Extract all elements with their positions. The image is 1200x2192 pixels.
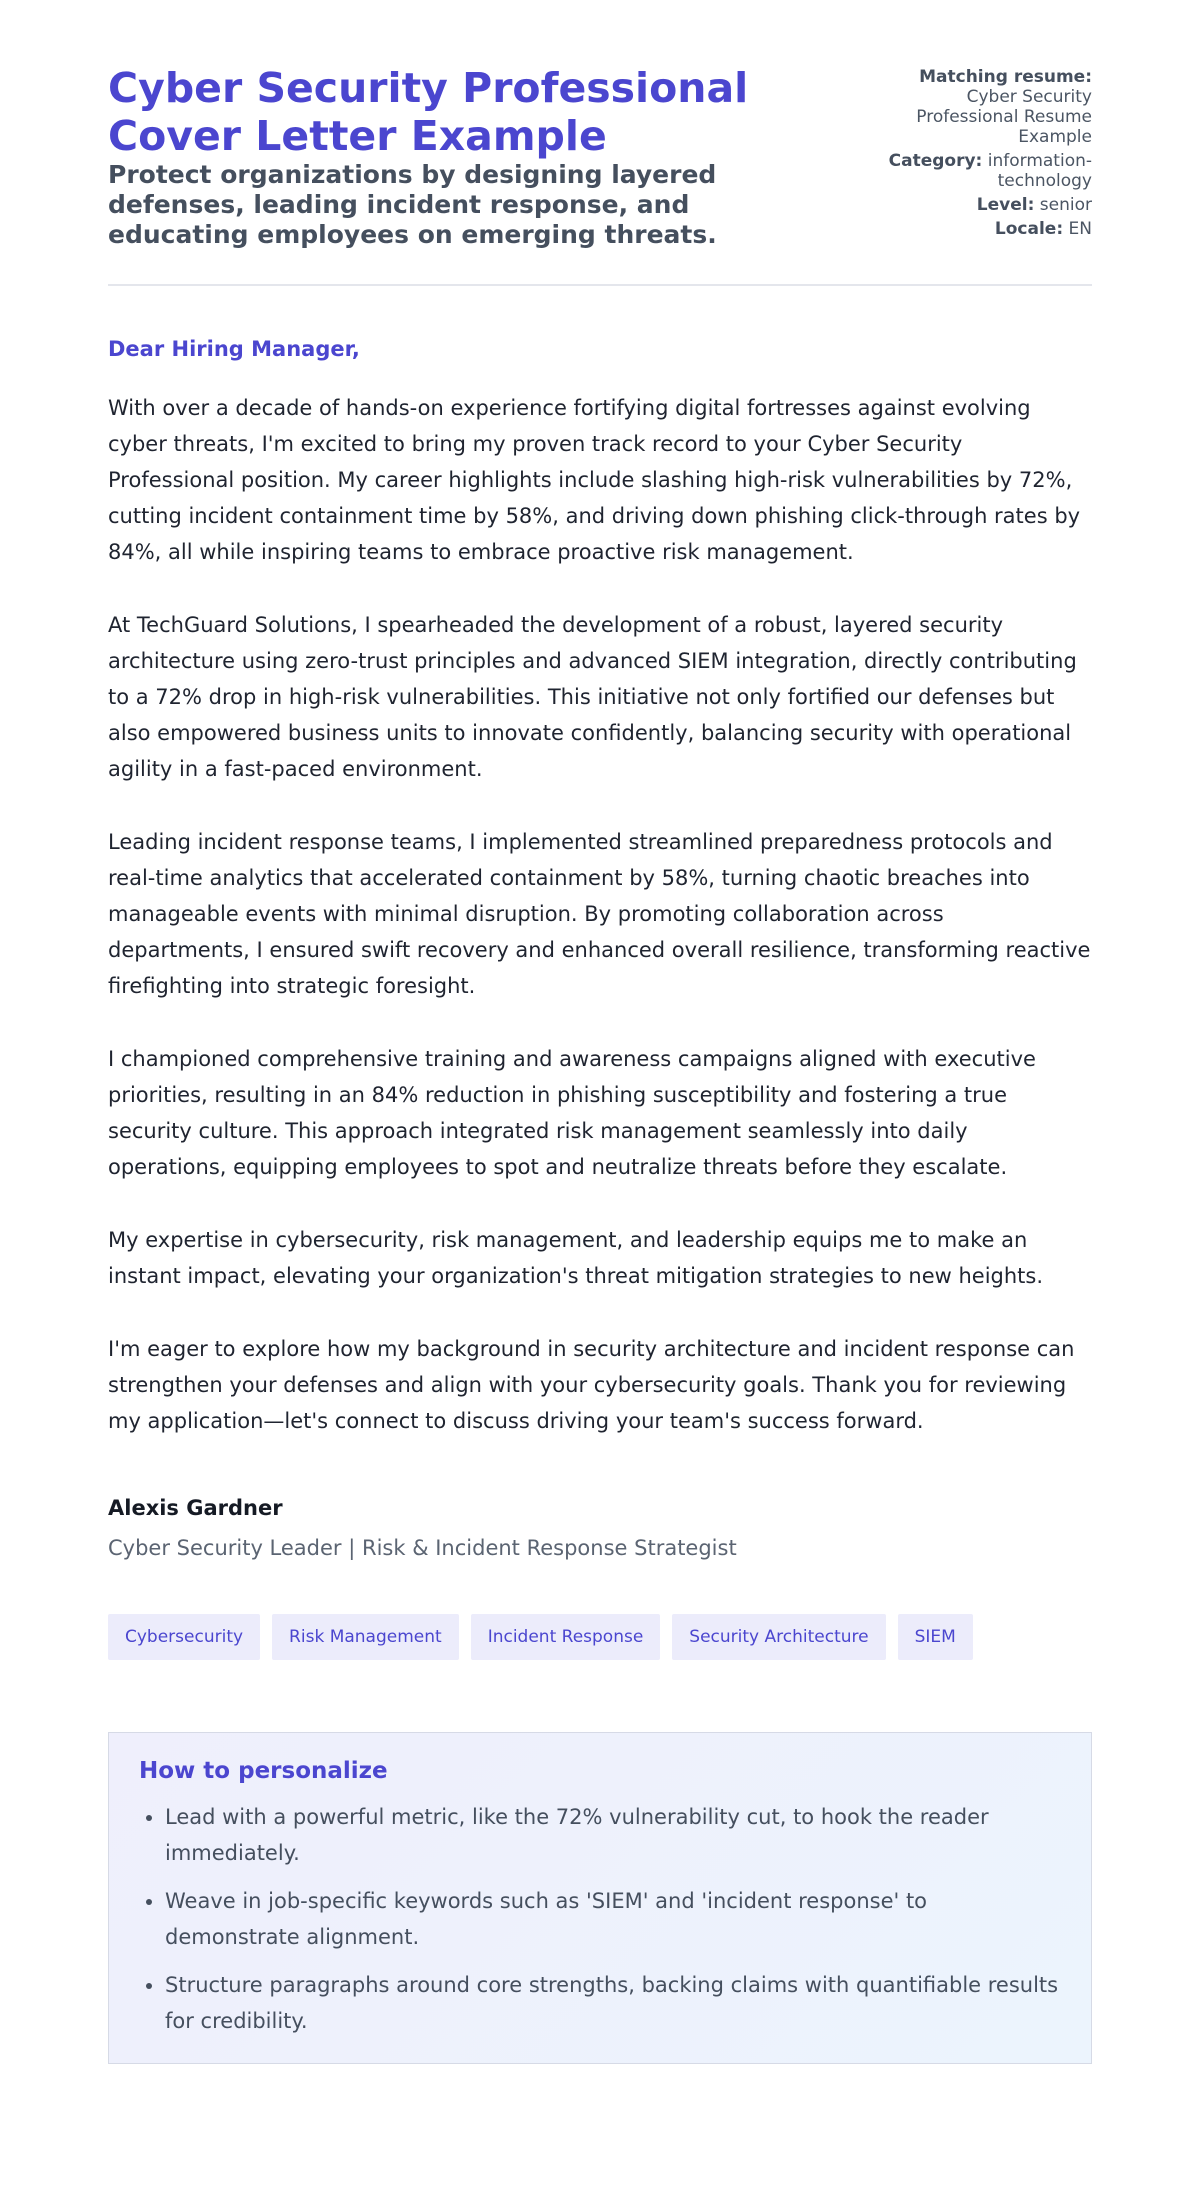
personalize-tips-box xyxy=(108,1732,1092,2064)
tips-list xyxy=(139,1799,1063,2039)
header-titles xyxy=(108,64,768,250)
letter-paragraph: With over a decade of hands-on experience fortifying digital fortresses against evolving cyber threats, I'm excited to bring my proven track record to your Cyber Security Professional position. My career highlights include slashing high-risk vulnerabilities by 72%, cutting incident containment time by 58%, and driving down phishing click-through rates by 84%, all while inspiring teams to embrace proactive risk management. xyxy=(108,396,1081,564)
page-subtitle: Protect organizations by designing layered defenses, leading incident response, and educating employees on emerging threats. xyxy=(108,160,717,249)
letter-salutation: Dear Hiring Manager, xyxy=(108,337,360,361)
tips-title: How to personalize xyxy=(139,1758,388,1784)
skill-tags xyxy=(108,1614,1092,1660)
letter-paragraph: I'm eager to explore how my background in security architecture and incident response can strengthen your defenses and align with your cybersecurity goals. Thank you for reviewing my application—let's connect to discuss driving your team's success forward. xyxy=(108,1337,1075,1433)
letter-paragraph: Leading incident response teams, I implemented streamlined preparedness protocols and real-time analytics that accelerated containment by 58%, turning chaotic breaches into manageable events with minimal disruption. By promoting collaboration across departments, I ensured swift recovery and enhanced overall resilience, transforming reactive firefighting into strategic foresight. xyxy=(108,830,1091,998)
tag-security-architecture: Security Architecture xyxy=(672,1614,885,1660)
letter-paragraph: At TechGuard Solutions, I spearheaded the development of a robust, layered security architecture using zero-trust principles and advanced SIEM integration, directly contributing to a 72% drop in high-risk vulnerabilities. This initiative not only fortified our defenses but also empowered business units to innovate confidently, balancing security with operational agility in a fast-paced environment. xyxy=(108,613,1077,781)
meta-locale-label: Locale: xyxy=(994,219,1064,239)
meta-category-label: Category: xyxy=(888,151,983,171)
meta-category xyxy=(862,151,1092,191)
meta-locale xyxy=(862,219,1092,239)
tag-incident-response: Incident Response xyxy=(471,1614,661,1660)
page-header xyxy=(108,64,1092,286)
meta-locale-value: EN xyxy=(1068,219,1092,239)
tag-siem: SIEM xyxy=(898,1614,973,1660)
letter-signature xyxy=(108,1495,1092,1561)
tips-list-item: • Structure paragraphs around core strengths, backing claims with quantifiable results for credibility. xyxy=(165,1967,1063,2039)
signature-title: Cyber Security Leader | Risk & Incident Response Strategist xyxy=(108,1536,737,1560)
tips-list-item: • Lead with a powerful metric, like the 72% vulnerability cut, to hook the reader immediately. xyxy=(165,1799,1063,1871)
letter-body xyxy=(108,390,1092,1439)
meta-matching-resume-label: Matching resume: xyxy=(919,67,1092,87)
meta-category-value: information-technology xyxy=(987,151,1092,191)
letter-paragraph: I championed comprehensive training and awareness campaigns aligned with executive priorities, resulting in an 84% reduction in phishing susceptibility and fostering a true security culture. This approach integrated risk management seamlessly into daily operations, equipping employees to spot and neutralize threats before they escalate. xyxy=(108,1047,1036,1179)
tag-cybersecurity: Cybersecurity xyxy=(108,1614,260,1660)
meta-matching-resume-value: Cyber Security Professional Resume Example xyxy=(916,87,1092,147)
meta-level xyxy=(862,195,1092,215)
meta-matching-resume xyxy=(862,67,1092,147)
signature-name: Alexis Gardner xyxy=(108,1496,283,1520)
page-title: Cyber Security Professional Cover Letter Example xyxy=(108,64,749,160)
letter-paragraph: My expertise in cybersecurity, risk management, and leadership equips me to make an instant impact, elevating your organization's threat mitigation strategies to new heights. xyxy=(108,1228,1044,1288)
meta-level-label: Level: xyxy=(976,195,1035,215)
meta-level-value: senior xyxy=(1039,195,1092,215)
tips-list-item: • Weave in job-specific keywords such as 'SIEM' and 'incident response' to demonstrate alignment. xyxy=(165,1883,1063,1955)
resume-meta xyxy=(862,64,1092,243)
tag-risk-management: Risk Management xyxy=(272,1614,459,1660)
